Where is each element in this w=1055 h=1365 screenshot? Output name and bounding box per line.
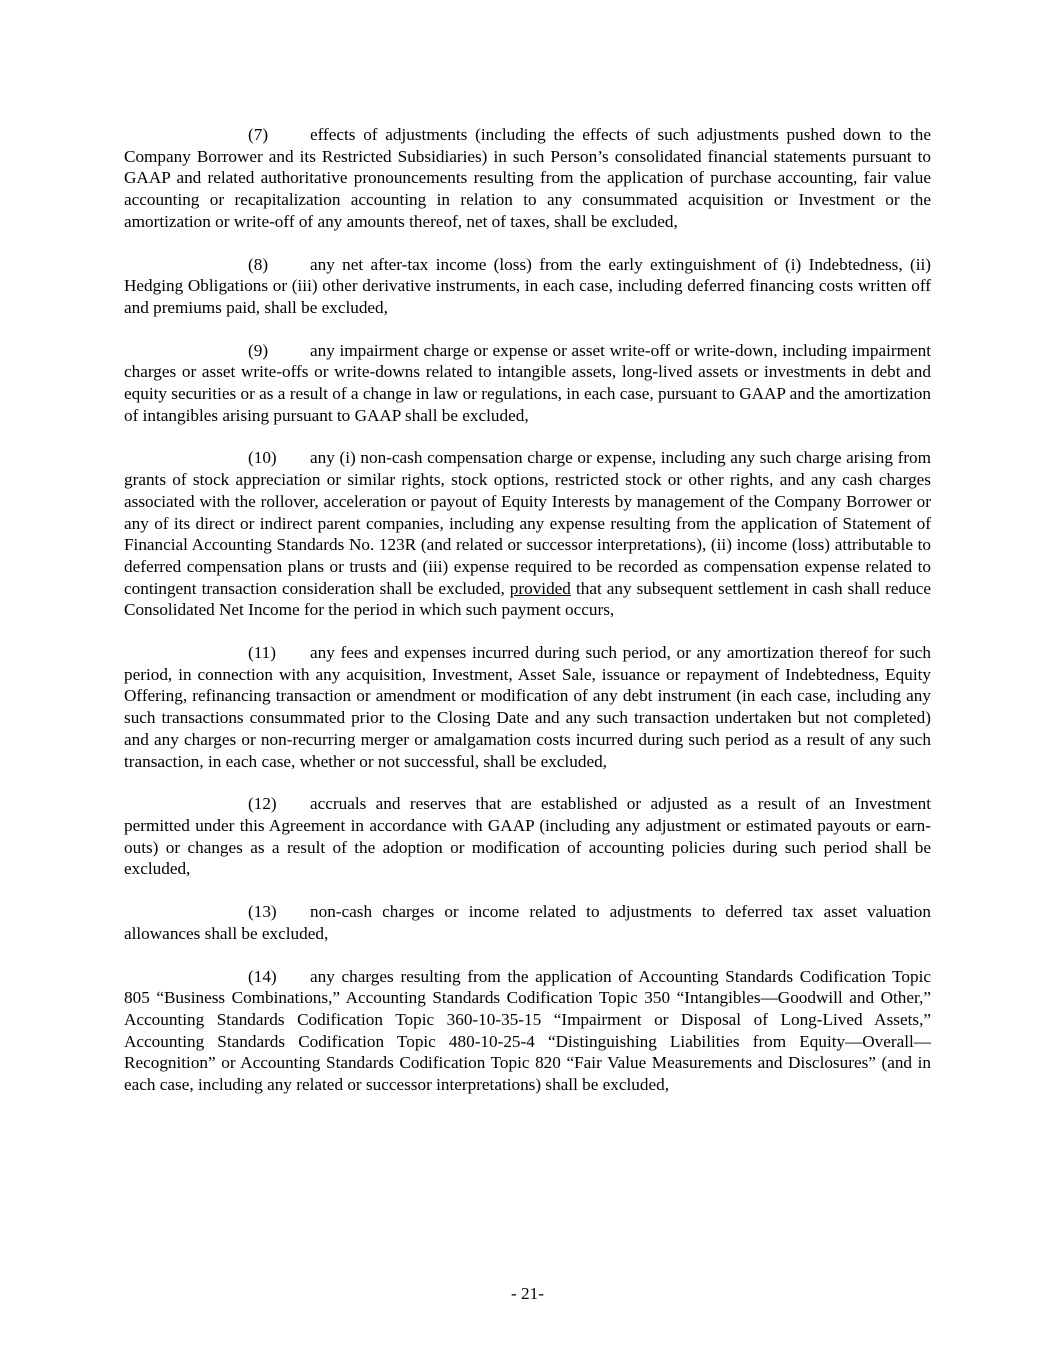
paragraph-9 [124,340,931,427]
clause-text: any charges resulting from the application of Accounting Standards Codification Topic 805 “Business Combinations,” Accounting Standards Codification Topic 350 “Intangibles—Goodwill and Other,” Accounting Standards Codification Topic 360-10-35-15 “Impairment or Disposal of Long-Lived Assets,” Accounting Standards Codification Topic 480-10-25-4 “Distinguishing Liabilities from Equity—Overall—Recognition” or Accounting Standards Codification Topic 820 “Fair Value Measurements and Disclosures” (and in each case, including any related or successor interpretations) shall be excluded, [124,966,931,1095]
clause-number: (7) [248,125,269,144]
paragraph-14 [124,966,931,1096]
clause-text-continued: that any subsequent settlement in cash shall reduce Consolidated Net Income for the period in which such payment occurs, [124,578,931,620]
clause-text: effects of adjustments (including the effects of such adjustments pushed down to the Company Borrower and its Restricted Subsidiaries) in such Person’s consolidated financial statements pursuant to GAAP and related authoritative pronouncements resulting from the application of purchase accounting, fair value accounting or recapitalization accounting in relation to any consummated acquisition or Investment or the amortization or write-off of any amounts thereof, net of taxes, shall be excluded, [124,125,931,231]
page-number: - 21- [511,1284,544,1303]
clause-number: (8) [248,254,269,274]
clause-number: (14) [248,966,277,986]
clause-text: accruals and reserves that are established or adjusted as a result of an Investment permitted under this Agreement in accordance with GAAP (including any adjustment or estimated payouts or earn-outs) or changes as a result of the adoption or modification of accounting policies during such period shall be excluded, [124,794,931,879]
clause-text: any impairment charge or expense or asset write-off or write-down, including impairment charges or asset write-offs or write-downs related to intangible assets, long-lived assets or investments in debt and equity securities or as a result of a change in law or regulations, in each case, pursuant to GAAP and the amortization of intangibles arising pursuant to GAAP shall be excluded, [124,340,931,425]
document-body [124,124,931,1117]
clause-text: any fees and expenses incurred during such period, or any amortization thereof for such period, in connection with any acquisition, Investment, Asset Sale, issuance or repayment of Indebtedness, Equity Offering, refinancing transaction or amendment or modification of any debt instrument (in each case, including any such transactions consummated prior to the Closing Date and any such transaction undertaken but not completed) and any charges or non-recurring merger or amalgamation costs incurred during such period as a result of any such transaction, in each case, whether or not successful, shall be excluded, [124,643,931,771]
clause-text: non-cash charges or income related to adjustments to deferred tax asset valuation allowances shall be excluded, [124,902,931,943]
clause-number: (9) [248,340,269,360]
paragraph-8 [124,254,931,319]
paragraph-10 [124,447,931,621]
underlined-term: provided [509,578,571,598]
clause-text: any (i) non-cash compensation charge or expense, including any such charge arising from grants of stock appreciation or similar rights, stock options, restricted stock or other rights, and any cash charges associated with the rollover, acceleration or payout of Equity Interests by management of the Company Borrower or any of its direct or indirect parent companies, including any expense resulting from the application of Statement of Financial Accounting Standards No. 123R (and related or successor interpretations), (ii) income (loss) attributable to deferred compensation plans or trusts and (iii) expense required to be recorded as compensation expense related to contingent transaction consideration shall be excluded, [124,448,931,598]
paragraph-12 [124,793,931,880]
paragraph-11 [124,642,931,772]
paragraph-13 [124,901,931,944]
clause-number: (12) [248,794,277,814]
clause-number: (10) [248,448,277,468]
clause-text: any net after-tax income (loss) from the early extinguishment of (i) Indebtedness, (ii) Hedging Obligations or (iii) other derivative instruments, in each case, including deferred financing costs written off and premiums paid, shall be excluded, [124,254,931,317]
paragraph-7 [124,124,931,233]
clause-number: (11) [248,643,276,663]
clause-number: (13) [248,902,277,922]
